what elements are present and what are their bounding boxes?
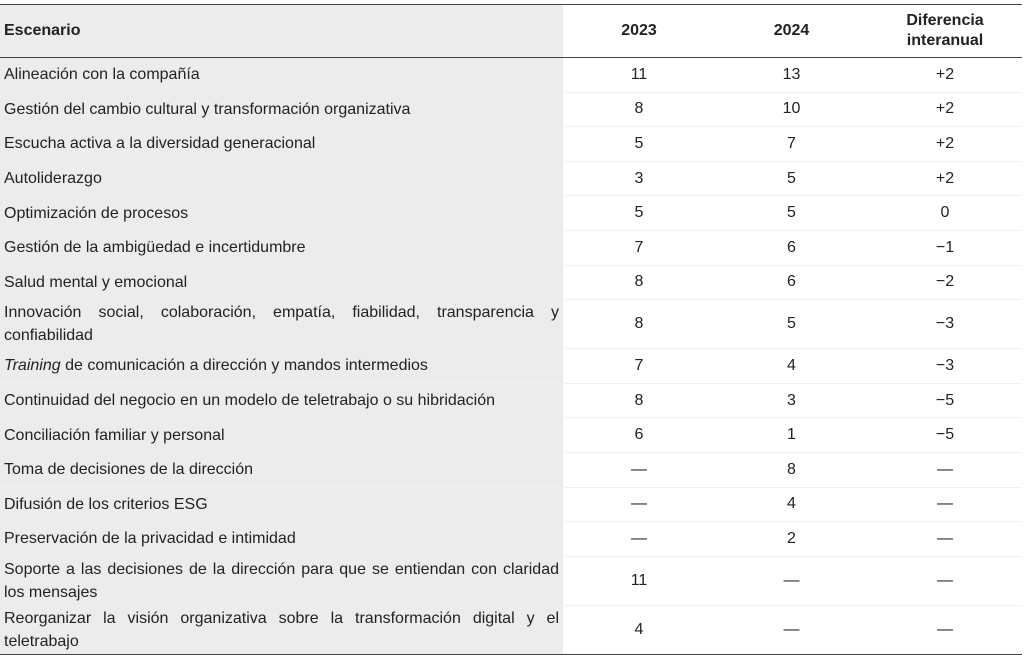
row-difference: +2	[868, 161, 1022, 196]
row-scenario: Preservación de la privacidad e intimidad	[0, 522, 563, 557]
table-row	[0, 161, 1022, 196]
row-2024: —	[715, 605, 868, 654]
row-scenario: Gestión del cambio cultural y transformación organizativa	[0, 92, 563, 127]
header-difference-line1: Diferencia	[906, 12, 984, 29]
row-2024: 6	[715, 230, 868, 265]
row-scenario: Escucha activa a la diversidad generacional	[0, 127, 563, 162]
table-row	[0, 230, 1022, 265]
row-scenario: Salud mental y emocional	[0, 265, 563, 300]
row-2023: 4	[563, 605, 715, 654]
row-2023: 8	[563, 92, 715, 127]
row-2024: 1	[715, 418, 868, 453]
table-row	[0, 383, 1022, 418]
row-difference: −3	[868, 300, 1022, 349]
row-scenario: Soporte a las decisiones de la dirección para que se entiendan con claridad los mensajes	[0, 556, 563, 605]
row-scenario: Reorganizar la visión organizativa sobre la transformación digital y el teletrabajo	[0, 605, 563, 654]
row-2024: 7	[715, 127, 868, 162]
table-row	[0, 196, 1022, 231]
row-2024: 5	[715, 161, 868, 196]
row-2023: 5	[563, 196, 715, 231]
table-row	[0, 522, 1022, 557]
row-2024: 10	[715, 92, 868, 127]
table-row	[0, 300, 1022, 349]
scenarios-table	[0, 4, 1022, 655]
row-2023: 11	[563, 556, 715, 605]
row-2024: 6	[715, 265, 868, 300]
row-difference: —	[868, 452, 1022, 487]
row-scenario: Alineación con la compañía	[0, 58, 563, 93]
row-scenario: Toma de decisiones de la dirección	[0, 452, 563, 487]
table-row	[0, 452, 1022, 487]
table-row	[0, 265, 1022, 300]
row-2024: 5	[715, 300, 868, 349]
row-2024: 2	[715, 522, 868, 557]
row-2023: 8	[563, 383, 715, 418]
row-difference: −2	[868, 265, 1022, 300]
table-row	[0, 127, 1022, 162]
table-row	[0, 605, 1022, 654]
row-difference: —	[868, 522, 1022, 557]
table-header-row	[0, 5, 1022, 58]
table-row	[0, 58, 1022, 93]
row-2023: —	[563, 522, 715, 557]
row-2023: 3	[563, 161, 715, 196]
table-row	[0, 92, 1022, 127]
row-difference: −5	[868, 383, 1022, 418]
row-2023: 6	[563, 418, 715, 453]
header-difference	[868, 5, 1022, 58]
table-row	[0, 418, 1022, 453]
row-scenario: Continuidad del negocio en un modelo de teletrabajo o su hibridación	[0, 383, 563, 418]
table-row	[0, 487, 1022, 522]
row-2024: 3	[715, 383, 868, 418]
row-difference: —	[868, 487, 1022, 522]
row-difference: +2	[868, 127, 1022, 162]
row-scenario-italic: Training	[4, 357, 61, 375]
row-2024: 5	[715, 196, 868, 231]
row-difference: −1	[868, 230, 1022, 265]
row-2024: 4	[715, 487, 868, 522]
row-scenario: Optimización de procesos	[0, 196, 563, 231]
row-difference: —	[868, 556, 1022, 605]
row-2023: 8	[563, 265, 715, 300]
row-2024: 4	[715, 349, 868, 384]
row-2024: 13	[715, 58, 868, 93]
row-2023: 8	[563, 300, 715, 349]
row-scenario-rest: de comunicación a dirección y mandos intermedios	[60, 357, 428, 375]
row-scenario: Autoliderazgo	[0, 161, 563, 196]
row-2023: —	[563, 452, 715, 487]
row-scenario: Conciliación familiar y personal	[0, 418, 563, 453]
header-difference-line2: interanual	[906, 32, 984, 49]
row-difference: +2	[868, 58, 1022, 93]
row-scenario: Innovación social, colaboración, empatía, fiabilidad, transparencia y confiabilidad	[0, 300, 563, 349]
row-scenario: Difusión de los criterios ESG	[0, 487, 563, 522]
row-difference: —	[868, 605, 1022, 654]
row-difference: −3	[868, 349, 1022, 384]
row-2024: —	[715, 556, 868, 605]
row-2023: 5	[563, 127, 715, 162]
row-difference: −5	[868, 418, 1022, 453]
header-2023: 2023	[621, 22, 657, 39]
row-2023: —	[563, 487, 715, 522]
scenarios-table-container	[0, 4, 1022, 655]
row-difference: +2	[868, 92, 1022, 127]
row-difference: 0	[868, 196, 1022, 231]
header-2024: 2024	[773, 22, 810, 39]
row-scenario	[0, 349, 563, 384]
row-2023: 7	[563, 230, 715, 265]
row-2024: 8	[715, 452, 868, 487]
table-row	[0, 349, 1022, 384]
row-2023: 7	[563, 349, 715, 384]
header-scenario: Escenario	[0, 5, 563, 58]
table-row	[0, 556, 1022, 605]
row-2023: 11	[563, 58, 715, 93]
row-scenario: Gestión de la ambigüedad e incertidumbre	[0, 230, 563, 265]
